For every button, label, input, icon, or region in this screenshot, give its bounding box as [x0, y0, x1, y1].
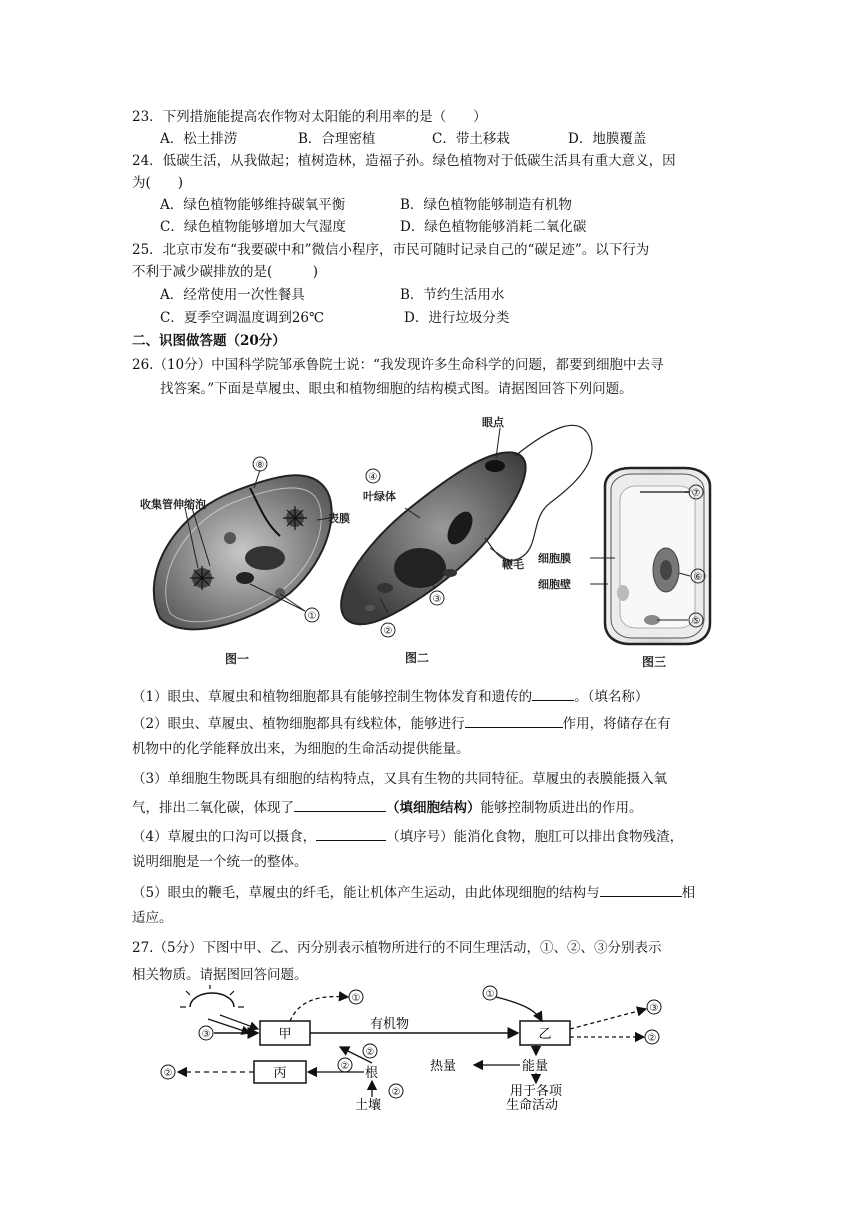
q26-part4-text-b: （填序号）能消化食物，胞肛可以排出食物残渣， — [386, 829, 684, 845]
q26-part3-blank[interactable] — [294, 797, 386, 812]
diagram-label-3-in: ③ — [201, 1029, 211, 1040]
q26-part3-text-b: 气，排出二氧化碳，体现了 — [132, 800, 294, 816]
diagram-label-2-root-jia: ② — [365, 1047, 375, 1058]
fig2-label-2: ② — [383, 626, 393, 637]
fig2-label-3: ③ — [432, 594, 442, 605]
fig3-label-5: ⑤ — [691, 616, 701, 627]
q25-option-c: C．夏季空调温度调到26℃ — [160, 310, 325, 326]
diagram-root: 根 — [365, 1066, 379, 1081]
q25-option-b: B．节约生活用水 — [400, 287, 505, 303]
q25-stem-line1: 25．北京市发布“我要碳中和”微信小程序，市民可随时记录自己的“碳足迹”。以下行为 — [132, 242, 650, 258]
q26-part5-text-a: （5）眼虫的鞭毛，草履虫的纤毛，能让机体产生运动，由此体现细胞的结构与 — [132, 885, 600, 901]
q26-part1-blank[interactable] — [532, 686, 574, 701]
fig2-caption: 图二 — [405, 651, 430, 665]
q23-option-b: B．合理密植 — [298, 131, 376, 147]
diagram-box-jia: 甲 — [278, 1027, 292, 1042]
q24-option-a: A．绿色植物能够维持碳氧平衡 — [160, 197, 346, 213]
q26-part1-text-b: 。（填名称） — [574, 689, 649, 705]
q26-part2 — [132, 713, 671, 733]
q26-part4-line2: 说明细胞是一个统一的整体。 — [132, 854, 308, 870]
q26-intro-line2: 找答案。”下面是草履虫、眼虫和植物细胞的结构模式图。请据图回答下列问题。 — [160, 381, 633, 397]
fig3-label-cell-membrane: 细胞膜 — [538, 552, 571, 565]
diagram-label-2-out-bing: ② — [163, 1068, 173, 1079]
fig2-label-4: ④ — [368, 472, 378, 483]
q26-part3-line2 — [132, 797, 643, 817]
q26-part2-text-a: （2）眼虫、草履虫、植物细胞都具有线粒体，能够进行 — [132, 716, 465, 732]
q27-intro-line1: 27.（5分）下图中甲、乙、丙分别表示植物所进行的不同生理活动，①、②、③分别表示 — [132, 940, 662, 956]
q26-part2-line2: 机物中的化学能释放出来，为细胞的生命活动提供能量。 — [132, 741, 470, 757]
fig1-label-1: ① — [307, 611, 317, 622]
q23-option-a: A．松土排涝 — [160, 131, 238, 147]
diagram-label-3-out: ③ — [649, 1003, 659, 1014]
q24-option-b: B．绿色植物能够制造有机物 — [400, 197, 572, 213]
diagram-use-line1: 用于各项 — [510, 1084, 563, 1099]
fig3-label-6: ⑥ — [693, 572, 703, 583]
fig2-label-flagellum: 鞭毛 — [502, 558, 524, 571]
q26-part3-line1: （3）单细胞生物既具有细胞的结构特点，又具有生物的共同特征。草履虫的表膜能摄入氧 — [132, 771, 668, 787]
q26-part5-blank[interactable] — [600, 882, 682, 897]
fig1-label-membrane: 表膜 — [328, 512, 350, 525]
diagram-energy: 能量 — [522, 1059, 549, 1074]
diagram-box-bing: 丙 — [273, 1066, 287, 1081]
q23-option-d: D．地膜覆盖 — [568, 131, 647, 147]
q26-part3-text-c: （填细胞结构） — [386, 800, 481, 816]
diagram-label-2-root-bing: ② — [340, 1061, 350, 1072]
q26-part4-line1 — [132, 826, 683, 846]
diagram-label-2-soil: ② — [391, 1087, 401, 1098]
q26-part5-line2: 适应。 — [132, 910, 173, 926]
q26-part5-text-b: 相 — [681, 885, 696, 901]
q26-part3-text-d: 能够控制物质进出的作用。 — [480, 800, 643, 816]
q26-part4-text-a: （4）草履虫的口沟可以摄食， — [132, 829, 317, 845]
q27-intro-line2: 相关物质。请据图回答问题。 — [132, 967, 308, 983]
fig2-label-chloroplast: 叶绿体 — [363, 490, 396, 503]
q26-part2-blank[interactable] — [465, 713, 563, 728]
q26-part5-line1 — [132, 882, 695, 902]
diagram-label-2-out-yi: ② — [647, 1033, 657, 1044]
fig1-caption: 图一 — [225, 652, 250, 666]
cell-structure-figure — [130, 408, 730, 678]
q26-part1-text-a: （1）眼虫、草履虫和植物细胞都具有能够控制生物体发育和遗传的 — [132, 689, 533, 705]
fig3-caption: 图三 — [642, 655, 667, 669]
q24-option-c: C．绿色植物能够增加大气湿度 — [160, 219, 346, 235]
q26-intro-line1: 26.（10分）中国科学院邹承鲁院士说：“我发现许多生命科学的问题，都要到细胞中去寻 — [132, 357, 664, 373]
euglena-drawing — [341, 425, 592, 624]
paramecium-drawing — [154, 470, 332, 629]
fig1-label-8: ⑧ — [255, 460, 265, 471]
fig1-label-vacuole: 收集管伸缩泡 — [140, 498, 206, 511]
diagram-use-line2: 生命活动 — [506, 1098, 559, 1113]
diagram-soil: 土壤 — [355, 1098, 382, 1113]
q25-option-a: A．经常使用一次性餐具 — [160, 287, 305, 303]
plant-physiology-diagram — [150, 985, 710, 1113]
fig3-label-cell-wall: 细胞壁 — [538, 578, 571, 591]
q25-stem-line2: 不利于减少碳排放的是( ) — [132, 264, 319, 280]
q26-part4-blank[interactable] — [316, 826, 386, 841]
q24-option-d: D．绿色植物能够消耗二氧化碳 — [400, 219, 587, 235]
q24-stem-line1: 24．低碳生活，从我做起；植树造林，造福子孙。绿色植物对于低碳生活具有重大意义，因 — [132, 153, 676, 169]
sun-icon — [180, 985, 258, 1033]
diagram-organic: 有机物 — [370, 1017, 410, 1032]
q25-option-d: D．进行垃圾分类 — [404, 310, 510, 326]
section-2-title: 二、识图做答题（20分） — [132, 333, 286, 349]
diagram-box-yi: 乙 — [538, 1027, 552, 1042]
q24-stem-line2: 为( ) — [132, 175, 184, 191]
diagram-label-1-out: ① — [351, 993, 361, 1004]
q26-part2-text-b: 作用，将储存在有 — [562, 716, 671, 732]
diagram-label-1-in: ① — [485, 989, 495, 1000]
diagram-heat: 热量 — [430, 1059, 457, 1074]
q23-stem: 23．下列措施能提高农作物对太阳能的利用率的是（ ） — [132, 109, 487, 125]
q23-option-c: C．带土移栽 — [432, 131, 510, 147]
fig3-label-7: ⑦ — [691, 488, 701, 499]
q26-part1 — [132, 686, 648, 706]
fig2-label-eyespot: 眼点 — [482, 416, 504, 429]
